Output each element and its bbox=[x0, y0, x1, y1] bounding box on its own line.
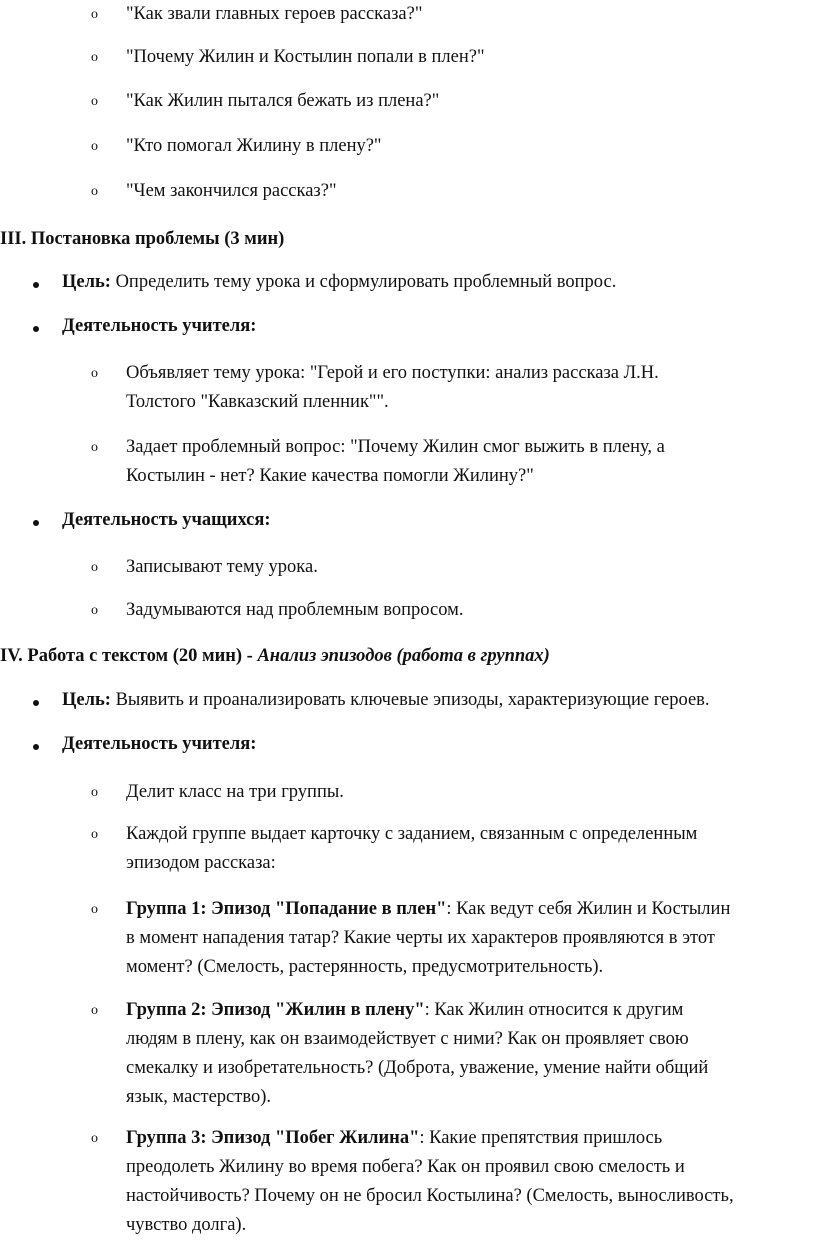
question-text: "Как Жилин пытался бежать из плена?" bbox=[126, 91, 440, 111]
bullet-dot bbox=[33, 744, 39, 750]
list-marker: o bbox=[91, 785, 98, 800]
bullet-dot bbox=[33, 700, 39, 706]
list-marker: o bbox=[91, 366, 98, 381]
bullet-dot bbox=[33, 282, 39, 288]
group-task-line: : Как ведут себя Жилин и Костылин bbox=[446, 899, 731, 919]
group-task-line: настойчивость? Почему он не бросил Костылина? (Смелость, выносливость, bbox=[126, 1186, 734, 1206]
list-marker: o bbox=[91, 139, 98, 154]
list-marker: o bbox=[91, 1131, 98, 1146]
group-label: Группа 1: Эпизод "Попадание в плен" bbox=[126, 899, 447, 919]
students-item-text: Задумываются над проблемным вопросом. bbox=[126, 600, 464, 620]
bullet-dot bbox=[33, 326, 39, 332]
group-task-line: момент? (Смелость, растерянность, предусмотрительность). bbox=[126, 957, 604, 977]
question-text: "Почему Жилин и Костылин попали в плен?" bbox=[126, 47, 485, 67]
group-task-line: : Какие препятствия пришлось bbox=[419, 1128, 663, 1148]
teacher-item-line: Делит класс на три группы. bbox=[126, 782, 344, 802]
teacher-activity-label: Деятельность учителя: bbox=[62, 316, 257, 336]
group-task-line: смекалку и изобретательность? (Доброта, уважение, умение найти общий bbox=[126, 1058, 709, 1078]
teacher-item-line: Каждой группе выдает карточку с заданием, связанным с определенным bbox=[126, 824, 698, 844]
group-label: Группа 3: Эпизод "Побег Жилина" bbox=[126, 1128, 420, 1148]
teacher-item-line: Костылин - нет? Какие качества помогли Жилину?" bbox=[126, 466, 534, 486]
list-marker: o bbox=[91, 440, 98, 455]
list-marker: o bbox=[91, 827, 98, 842]
goal-line bbox=[62, 268, 616, 297]
students-item-text: Записывают тему урока. bbox=[126, 557, 318, 577]
group-task-line: чувство долга). bbox=[126, 1215, 247, 1235]
list-marker: o bbox=[91, 902, 98, 917]
goal-text: Определить тему урока и сформулировать проблемный вопрос. bbox=[110, 272, 617, 292]
bullet-dot bbox=[33, 520, 39, 526]
group-task-line: преодолеть Жилину во время побега? Как он проявил свою смелость и bbox=[126, 1157, 685, 1177]
question-text: "Как звали главных героев рассказа?" bbox=[126, 4, 423, 24]
list-marker: o bbox=[91, 560, 98, 575]
list-marker: o bbox=[91, 7, 98, 22]
teacher-item-line: Толстого "Кавказский пленник"". bbox=[126, 392, 389, 412]
question-text: "Кто помогал Жилину в плену?" bbox=[126, 136, 382, 156]
goal-text: Выявить и проанализировать ключевые эпизоды, характеризующие героев. bbox=[110, 690, 710, 710]
teacher-activity-label: Деятельность учителя: bbox=[62, 734, 257, 754]
section-heading: IV. Работа с текстом (20 мин) - Анализ эпизодов (работа в группах) bbox=[0, 646, 550, 666]
teacher-item-line: Объявляет тему урока: "Герой и его поступки: анализ рассказа Л.Н. bbox=[126, 363, 659, 383]
goal-line bbox=[62, 686, 710, 715]
list-marker: o bbox=[91, 603, 98, 618]
goal-label: Цель: bbox=[62, 272, 111, 292]
teacher-item-line: эпизодом рассказа: bbox=[126, 853, 276, 873]
teacher-item-line: Задает проблемный вопрос: "Почему Жилин смог выжить в плену, а bbox=[126, 437, 665, 457]
list-marker: o bbox=[91, 50, 98, 65]
students-activity-label: Деятельность учащихся: bbox=[62, 510, 271, 530]
section-heading: III. Постановка проблемы (3 мин) bbox=[0, 229, 285, 249]
group-label: Группа 2: Эпизод "Жилин в плену" bbox=[126, 1000, 425, 1020]
question-text: "Чем закончился рассказ?" bbox=[126, 181, 337, 201]
goal-label: Цель: bbox=[62, 690, 111, 710]
group-task-line: людям в плену, как он взаимодействует с ними? Как он проявляет свою bbox=[126, 1029, 689, 1049]
group-task-line: язык, мастерство). bbox=[126, 1087, 271, 1107]
section-heading-italic: Анализ эпизодов (работа в группах) bbox=[257, 646, 550, 666]
list-marker: o bbox=[91, 94, 98, 109]
group-task-line: : Как Жилин относится к другим bbox=[424, 1000, 684, 1020]
list-marker: o bbox=[91, 184, 98, 199]
group-task-line: в момент нападения татар? Какие черты их характеров проявляются в этот bbox=[126, 928, 715, 948]
list-marker: o bbox=[91, 1003, 98, 1018]
